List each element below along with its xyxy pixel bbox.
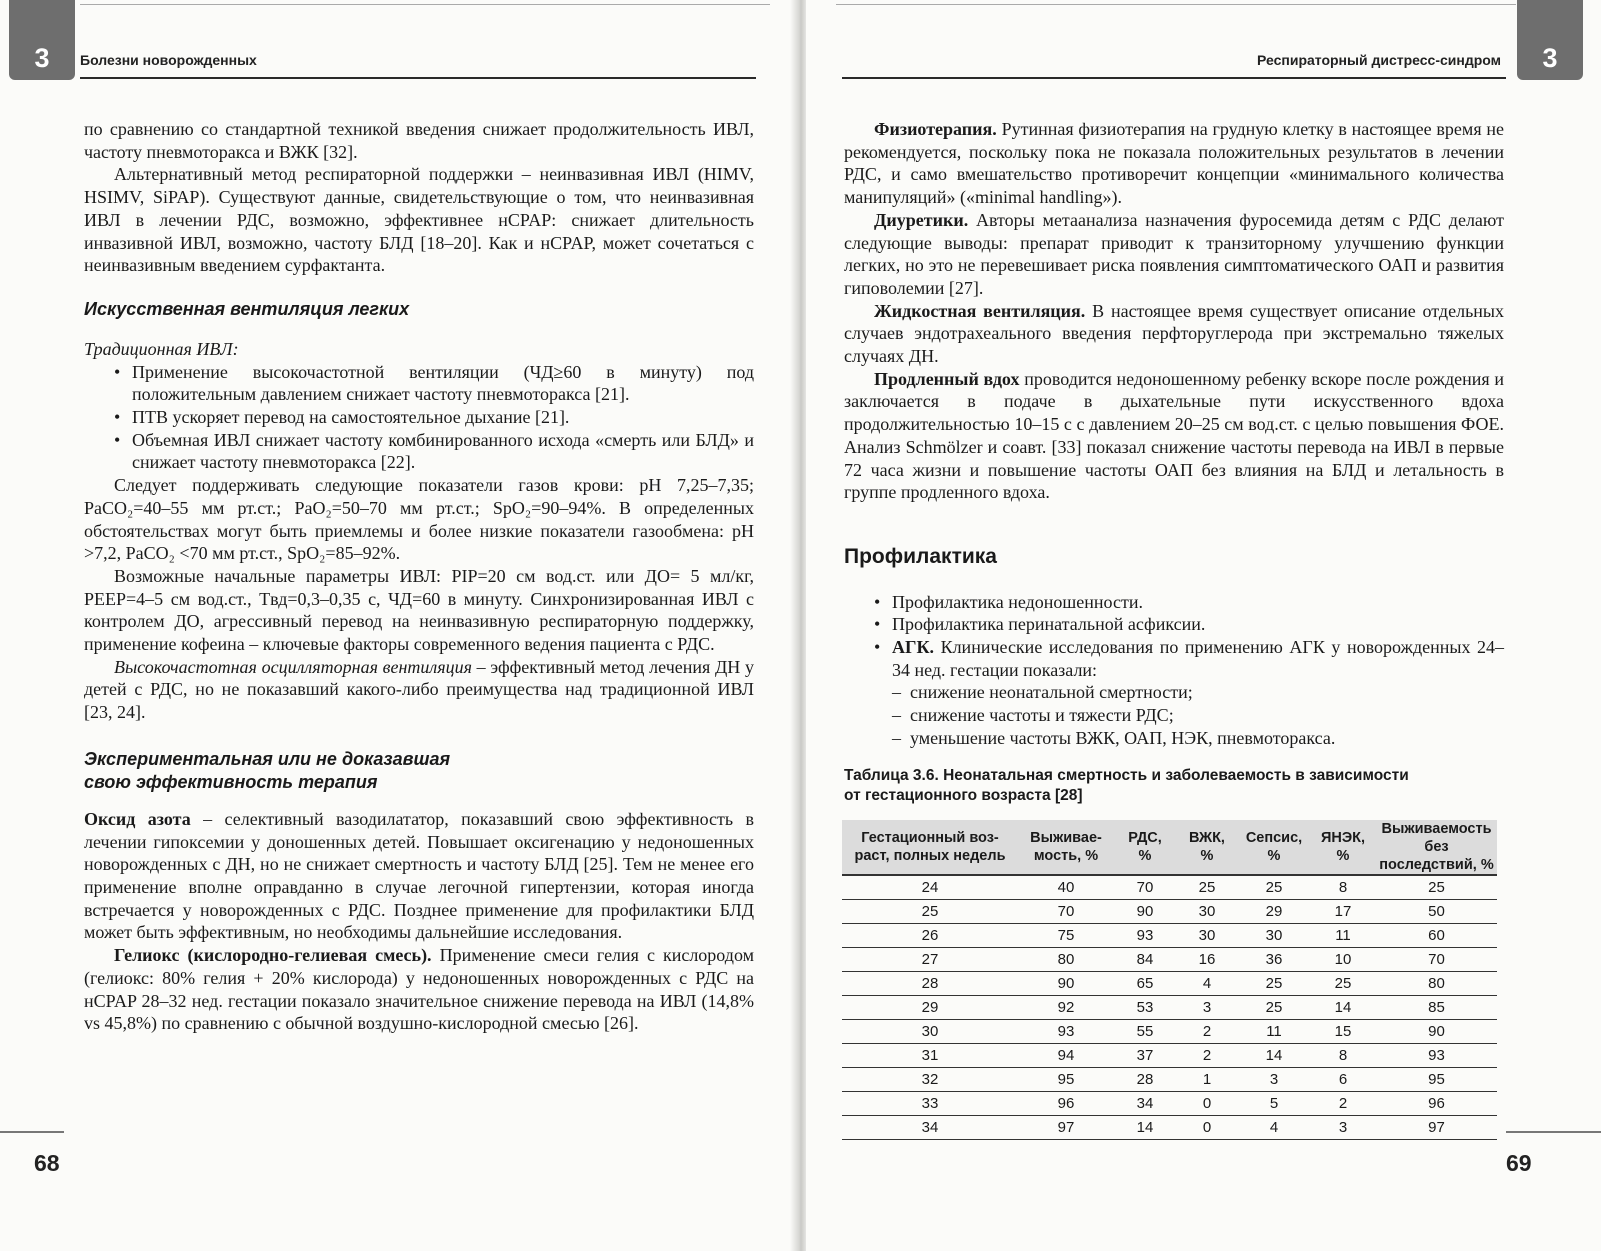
table-cell: 85	[1376, 996, 1497, 1020]
table-cell: 80	[1376, 972, 1497, 996]
table-header-cell: РДС, %	[1114, 820, 1176, 875]
table-cell: 60	[1376, 924, 1497, 948]
table-cell: 0	[1176, 1092, 1238, 1116]
table-cell: 70	[1376, 948, 1497, 972]
table-cell: 70	[1018, 900, 1114, 924]
table-cell: 5	[1238, 1092, 1310, 1116]
header-rule-right	[842, 77, 1506, 79]
table-caption: Таблица 3.6. Неонатальная смертность и заболеваемость в зависимости от гестационного возраста [28]	[844, 766, 1409, 804]
table-cell: 24	[842, 875, 1018, 900]
table-cell: 90	[1114, 900, 1176, 924]
table-cell: 90	[1018, 972, 1114, 996]
table-cell: 25	[1238, 972, 1310, 996]
table-cell: 2	[1176, 1020, 1238, 1044]
term-physiotherapy: Физиотерапия.	[874, 119, 997, 139]
table-header-row	[842, 820, 1497, 875]
ventilation-bullet-list	[84, 361, 754, 475]
table-cell: 33	[842, 1092, 1018, 1116]
table-cell: 92	[1018, 996, 1114, 1020]
table-cell: 11	[1238, 1020, 1310, 1044]
paragraph-hfo: Высокочастотная осцилляторная вентиляция – эффективный метод лечения ДН у детей с РДС, но не показавший какого-либо преимущества над традиционной ИВЛ [23, 24].	[84, 656, 755, 723]
traditional-ventilation-label: Традиционная ИВЛ:	[84, 338, 239, 359]
table-cell: 15	[1310, 1020, 1376, 1044]
paragraph-physiotherapy: Физиотерапия. Рутинная физиотерапия на грудную клетку в настоящее время не рекомендуется, поскольку пока не показала положительных результатов в лечении РДС, и само вмешательство противоречит концепции «минимального количества манипуляций» («minimal handling»).	[844, 119, 1504, 208]
list-item: – снижение частоты и тяжести РДС;	[844, 704, 1504, 727]
list-item: • Профилактика недоношенности.	[844, 591, 1504, 614]
table-cell: 28	[1114, 1068, 1176, 1092]
table-cell: 90	[1376, 1020, 1497, 1044]
list-item: • АГК. Клинические исследования по применению АГК у новорожденных 24–34 нед. гестации показали:	[844, 636, 1504, 681]
table-cell: 40	[1018, 875, 1114, 900]
table-cell: 25	[1176, 875, 1238, 900]
table-cell: 8	[1310, 1044, 1376, 1068]
table-row	[842, 948, 1497, 972]
table-header-cell: Выживаемость без последствий, %	[1376, 820, 1497, 875]
table-cell: 29	[1238, 900, 1310, 924]
table-cell: 2	[1176, 1044, 1238, 1068]
table-cell: 94	[1018, 1044, 1114, 1068]
table-cell: 30	[1176, 900, 1238, 924]
footer-rule-left	[0, 1131, 64, 1133]
list-item: • Объемная ИВЛ снижает частоту комбинированного исхода «смерть или БЛД» и снижает частоту пневмоторакса [22].	[84, 429, 754, 474]
table-row	[842, 1020, 1497, 1044]
table-row	[842, 972, 1497, 996]
table-row	[842, 1092, 1497, 1116]
top-edge-line	[80, 4, 770, 5]
table-row	[842, 1044, 1497, 1068]
table-cell: 97	[1376, 1116, 1497, 1140]
table-cell: 3	[1238, 1068, 1310, 1092]
table-cell: 25	[1238, 996, 1310, 1020]
chapter-tab-right: 3	[1517, 0, 1583, 80]
table-cell: 11	[1310, 924, 1376, 948]
top-edge-line	[836, 4, 1516, 5]
table-cell: 0	[1176, 1116, 1238, 1140]
table-cell: 32	[842, 1068, 1018, 1092]
paragraph-initial-parameters: Возможные начальные параметры ИВЛ: PIP=20 см вод.ст. или ДО= 5 мл/кг, PEEP=4–5 см вод.ст., Tвд=0,3–0,35 с, ЧД=60 в минуту. Синхронизированная ИВЛ с контролем ДО, агрессивный перевод на неинвазивную респираторную поддержку, применение кофеина – ключевые факторы современного ведения пациента с РДС.	[84, 565, 754, 655]
table-cell: 93	[1114, 924, 1176, 948]
mortality-table	[842, 820, 1497, 1140]
list-item: – снижение неонатальной смертности;	[844, 681, 1504, 704]
table-header-cell: ЯНЭК, %	[1310, 820, 1376, 875]
table-cell: 4	[1176, 972, 1238, 996]
paragraph-heliox: Гелиокс (кислородно-гелиевая смесь). Применение смеси гелия с кислородом (гелиокс: 80% гелия + 20% кислорода) у недоношенных новорожденных с РДС на нCPAP 28–32 нед. гестации показало значительное снижение перевода на ИВЛ (14,8% vs 45,8%) по сравнению с обычной воздушно-кислородной смесью [26].	[84, 945, 754, 1034]
paragraph-surfactant-tail: по сравнению со стандартной техникой введения снижает продолжительность ИВЛ, частоту пневмоторакса и ВЖК [32].	[84, 119, 754, 162]
table-cell: 95	[1376, 1068, 1497, 1092]
table-cell: 30	[842, 1020, 1018, 1044]
table-cell: 34	[1114, 1092, 1176, 1116]
page-number-right: 69	[1506, 1150, 1532, 1176]
table-row	[842, 996, 1497, 1020]
table-cell: 8	[1310, 875, 1376, 900]
term-sustained-inflation: Продленный вдох	[874, 368, 1020, 389]
list-item: – уменьшение частоты ВЖК, ОАП, НЭК, пневмоторакса.	[844, 727, 1504, 750]
left-page	[0, 0, 800, 1251]
list-item: • Профилактика перинатальной асфиксии.	[844, 613, 1504, 636]
table-row	[842, 900, 1497, 924]
table-cell: 14	[1238, 1044, 1310, 1068]
table-cell: 27	[842, 948, 1018, 972]
table-cell: 36	[1238, 948, 1310, 972]
table-cell: 25	[1376, 875, 1497, 900]
paragraph-liquid-ventilation: Жидкостная вентиляция. В настоящее время существует описание отдельных случаев эндотрахеального введения перфторуглерода при экстремально тяжелых случаях ДН.	[844, 300, 1505, 367]
table-cell: 96	[1376, 1092, 1497, 1116]
table-cell: 17	[1310, 900, 1376, 924]
running-head-left: Болезни новорожденных	[80, 52, 257, 68]
table-cell: 31	[842, 1044, 1018, 1068]
table-header-cell: Гестационный воз- раст, полных недель	[842, 820, 1018, 875]
page-number-left: 68	[34, 1150, 60, 1176]
table-row	[842, 1116, 1497, 1140]
table-cell: 84	[1114, 948, 1176, 972]
table-cell: 95	[1018, 1068, 1114, 1092]
table-cell: 29	[842, 996, 1018, 1020]
prophylaxis-list	[844, 591, 1504, 682]
paragraph-nitric-oxide: Оксид азота – селективный вазодилататор, показавший свою эффективность в лечении гипоксемии у доношенных детей. Повышает оксигенацию у недоношенных новорожденных с ДН, но не снижает смертность и частоту БЛД [25]. Тем не менее его применение вполне оправданно в случае легочной гипертензии, которая иногда встречается у новорожденных с РДС. Позднее применение для профилактики БЛД может быть эффективным, но необходимы дальнейшие исследования.	[84, 808, 754, 943]
term-nitric-oxide: Оксид азота	[84, 808, 191, 829]
table-cell: 25	[1238, 875, 1310, 900]
paragraph-niv: Альтернативный метод респираторной поддержки – неинвазивная ИВЛ (HIMV, HSIMV, SiPAP). Существуют данные, свидетельствующие о том, что неинвазивная ИВЛ в лечении РДС, возможно, эффективнее нCPAP: снижает длительность инвазивной ИВЛ, возможно, частоту БЛД [18–20]. Как и нCPAP, может сочетаться с неинвазивным введением сурфактанта.	[84, 164, 754, 276]
table-cell: 70	[1114, 875, 1176, 900]
right-text-column	[844, 118, 1504, 806]
table-cell: 30	[1238, 924, 1310, 948]
list-item: • Применение высокочастотной вентиляции (ЧД≥60 в минуту) под положительным давлением снижает частоту пневмоторакса [21].	[84, 361, 754, 406]
chapter-tab-left: 3	[9, 0, 75, 80]
table-cell: 14	[1310, 996, 1376, 1020]
table-cell: 93	[1018, 1020, 1114, 1044]
table-cell: 26	[842, 924, 1018, 948]
paragraph-blood-gases: Следует поддерживать следующие показатели газов крови: pH 7,25–7,35; PaCO₂=40–55 мм рт.ст.; PaO₂=50–70 мм рт.ст.; SpO₂=90–94%. В определенных обстоятельствах могут быть приемлемы и более низкие показатели газообмена: pH >7,2, PaCO₂ <70 мм рт.ст., SpO₂=85–92%.	[84, 475, 754, 564]
table-cell: 53	[1114, 996, 1176, 1020]
table-cell: 80	[1018, 948, 1114, 972]
paragraph-diuretics: Диуретики. Авторы метаанализа назначения фуросемида детям с РДС делают следующие выводы: препарат приводит к транзиторному улучшению функции легких, но это не перевешивает риска появления симптоматического ОАП и развития гиповолемии [27].	[844, 209, 1504, 298]
table-header-cell: Выживае- мость, %	[1018, 820, 1114, 875]
table-cell: 75	[1018, 924, 1114, 948]
section-title-experimental-therapy: Экспериментальная или не доказавшая свою эффективность терапия	[84, 748, 451, 792]
table-cell: 30	[1176, 924, 1238, 948]
agk-effects-list	[844, 681, 1504, 749]
term-diuretics: Диуретики.	[874, 209, 969, 230]
table-cell: 10	[1310, 948, 1376, 972]
table-cell: 34	[842, 1116, 1018, 1140]
header-rule-left	[80, 77, 756, 79]
footer-rule-right	[1506, 1131, 1601, 1133]
list-item: • ПТВ ускоряет перевод на самостоятельное дыхание [21].	[84, 406, 754, 429]
table-cell: 97	[1018, 1116, 1114, 1140]
table-cell: 3	[1176, 996, 1238, 1020]
section-title-prophylaxis: Профилактика	[844, 544, 997, 568]
table-header-cell: Сепсис, %	[1238, 820, 1310, 875]
right-page	[806, 0, 1601, 1251]
table-cell: 2	[1310, 1092, 1376, 1116]
table-body	[842, 875, 1497, 1140]
table-cell: 93	[1376, 1044, 1497, 1068]
table-cell: 3	[1310, 1116, 1376, 1140]
term-hfo: Высокочастотная осцилляторная вентиляция	[114, 656, 472, 677]
left-text-column	[84, 118, 754, 1035]
table-row	[842, 875, 1497, 900]
table-cell: 25	[842, 900, 1018, 924]
table-cell: 14	[1114, 1116, 1176, 1140]
term-liquid-ventilation: Жидкостная вентиляция.	[874, 300, 1086, 321]
table-row	[842, 924, 1497, 948]
table-cell: 96	[1018, 1092, 1114, 1116]
table-cell: 37	[1114, 1044, 1176, 1068]
table-cell: 1	[1176, 1068, 1238, 1092]
table-row	[842, 1068, 1497, 1092]
paragraph-sustained-inflation: Продленный вдох проводится недоношенному ребенку вскоре после рождения и заключается в подаче в дыхательные пути искусственного вдоха продолжительностью 10–15 с с давлением 20–25 см вод.ст. с целью повышения ФОЕ. Анализ Schmölzer и соавт. [33] показал снижение частоты перевода на ИВЛ в первые 72 часа жизни и повышение частоты ОАП без влияния на БЛД и летальность в группе продленного вдоха.	[844, 368, 1504, 503]
table-cell: 6	[1310, 1068, 1376, 1092]
table-header-cell: ВЖК, %	[1176, 820, 1238, 875]
table-cell: 50	[1376, 900, 1497, 924]
running-head-right: Респираторный дистресс-синдром	[1257, 52, 1501, 68]
table-cell: 25	[1310, 972, 1376, 996]
table-cell: 16	[1176, 948, 1238, 972]
table-cell: 55	[1114, 1020, 1176, 1044]
table-cell: 4	[1238, 1116, 1310, 1140]
table-cell: 65	[1114, 972, 1176, 996]
term-agk: АГК.	[892, 637, 935, 658]
section-title-mechanical-ventilation: Искусственная вентиляция легких	[84, 298, 410, 319]
table-cell: 28	[842, 972, 1018, 996]
term-heliox: Гелиокс (кислородно-гелиевая смесь).	[114, 945, 432, 966]
